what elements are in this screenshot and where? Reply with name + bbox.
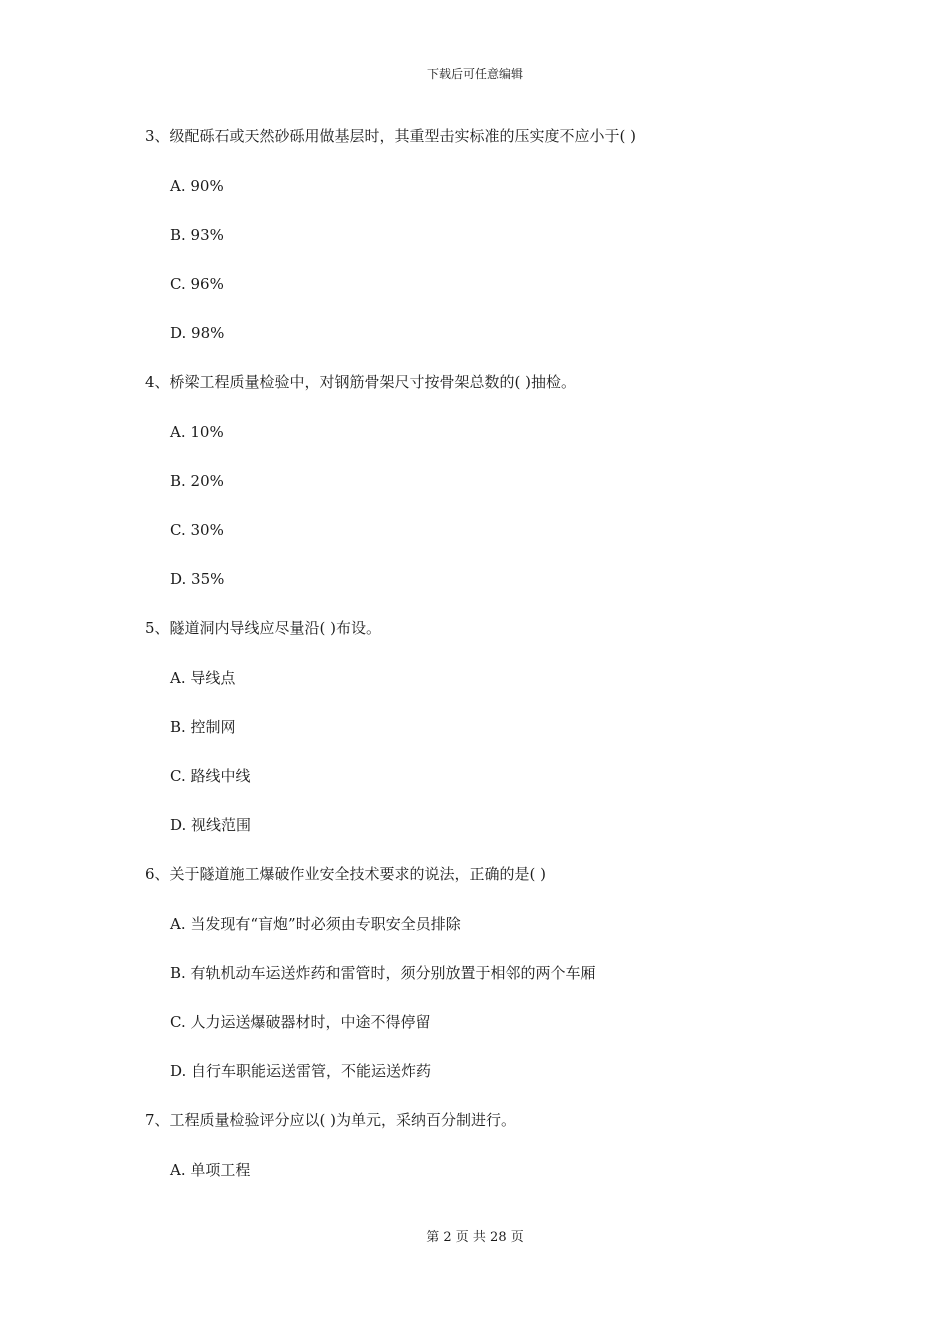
page-number: 第 2 页 共 28 页 [426, 1230, 524, 1245]
question-5-option-a: A. 导线点 [170, 669, 236, 687]
question-6-option-c: C. 人力运送爆破器材时，中途不得停留 [170, 1013, 431, 1031]
question-4-option-b: B. 20% [170, 472, 224, 490]
question-6-option-d: D. 自行车职能运送雷管，不能运送炸药 [170, 1062, 432, 1080]
question-6-text: 6、关于隧道施工爆破作业安全技术要求的说法，正确的是( ) [145, 865, 547, 883]
question-3-option-b: B. 93% [170, 226, 224, 244]
question-7-option-a: A. 单项工程 [170, 1161, 251, 1179]
question-6-option-b: B. 有轨机动车运送炸药和雷管时，须分别放置于相邻的两个车厢 [170, 964, 596, 982]
question-4-option-d: D. 35% [170, 570, 225, 588]
question-5-option-c: C. 路线中线 [170, 767, 251, 785]
question-5-option-d: D. 视线范围 [170, 816, 252, 834]
question-3-option-c: C. 96% [170, 275, 224, 293]
question-4-text: 4、桥梁工程质量检验中，对钢筋骨架尺寸按骨架总数的( )抽检。 [145, 373, 577, 391]
page-header: 下载后可任意编辑 [426, 67, 523, 81]
question-5-text: 5、隧道洞内导线应尽量沿( )布设。 [145, 619, 382, 637]
question-5-option-b: B. 控制网 [170, 718, 236, 736]
question-3-option-a: A. 90% [170, 177, 224, 195]
question-7-text: 7、工程质量检验评分应以( )为单元，采纳百分制进行。 [145, 1111, 517, 1129]
question-3-text: 3、级配砾石或天然砂砾用做基层时，其重型击实标准的压实度不应小于( ) [145, 127, 637, 145]
question-4-option-c: C. 30% [170, 521, 224, 539]
question-6-option-a: A. 当发现有“盲炮”时必须由专职安全员排除 [170, 915, 461, 933]
question-4-option-a: A. 10% [170, 423, 224, 441]
question-3-option-d: D. 98% [170, 324, 225, 342]
